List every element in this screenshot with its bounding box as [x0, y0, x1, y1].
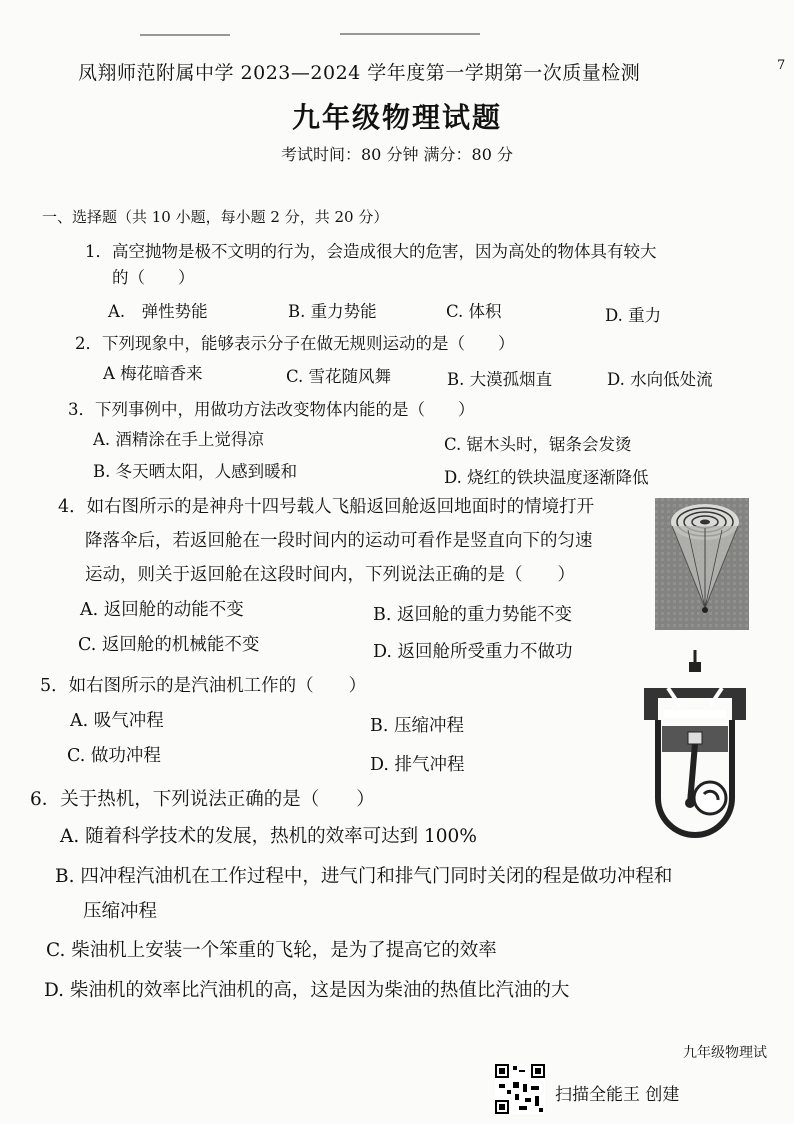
question-5-option-b: B. 压缩冲程 [370, 716, 464, 736]
question-4-stem-cont: 降落伞后，若返回舱在一段时间内的运动可看作是竖直向下的匀速 [85, 531, 593, 551]
question-5-option-d: D. 排气冲程 [370, 755, 465, 775]
question-4-option-a: A. 返回舱的动能不变 [80, 600, 244, 620]
question-4-stem-cont2: 运动，则关于返回舱在这段时间内，下列说法正确的是（ ） [85, 565, 575, 585]
exam-meta: 考试时间：80 分钟 满分：80 分 [281, 145, 513, 164]
question-2-stem: 2．下列现象中，能够表示分子在做无规则运动的是（ ） [75, 334, 515, 353]
question-6-option-a: A. 随着科学技术的发展，热机的效率可达到 100% [60, 826, 477, 847]
question-4-option-b: B. 返回舱的重力势能不变 [373, 605, 572, 625]
question-5-option-a: A. 吸气冲程 [70, 711, 164, 731]
question-1-stem: 1．高空抛物是极不文明的行为，会造成很大的危害，因为高处的物体具有较大 [85, 242, 657, 261]
question-1-stem-cont: 的（ ） [112, 268, 195, 287]
question-1-option-b: B. 重力势能 [288, 302, 377, 321]
question-1-option-c: C. 体积 [446, 302, 502, 321]
page-mark: 7 [777, 58, 786, 73]
gasoline-engine-diagram [640, 648, 750, 848]
question-4-option-d: D. 返回舱所受重力不做功 [373, 642, 573, 662]
school-header: 凤翔师范附属中学 2023—2024 学年度第一学期第一次质量检测 [78, 62, 641, 84]
question-4-stem: 4．如右图所示的是神舟十四号载人飞船返回舱返回地面时的情境打开 [58, 497, 595, 517]
scan-artifact-lines [140, 30, 480, 40]
question-1-option-a: A. 弹性势能 [108, 302, 208, 321]
exam-title: 九年级物理试题 [291, 101, 502, 134]
question-6-option-b: B. 四冲程汽油机在工作过程中，进气门和排气门同时关闭的程是做功冲程和 [55, 866, 673, 887]
question-3-option-c: C. 锯木头时，锯条会发烫 [444, 435, 632, 454]
question-3-option-b: B. 冬天晒太阳，人感到暖和 [93, 462, 298, 481]
qr-code-icon [495, 1064, 545, 1114]
question-6-stem: 6．关于热机，下列说法正确的是（ ） [30, 789, 375, 810]
question-6-option-d: D. 柴油机的效率比汽油机的高，这是因为柴油的热值比汽油的大 [44, 980, 570, 1001]
question-1-option-d: D. 重力 [605, 306, 662, 325]
question-2-option-c: C. 雪花随风舞 [286, 367, 392, 386]
question-4-option-c: C. 返回舱的机械能不变 [78, 635, 260, 655]
page-footer-label: 九年级物理试 [683, 1045, 767, 1061]
question-6-option-c: C. 柴油机上安装一个笨重的飞轮，是为了提高它的效率 [46, 940, 497, 961]
parachute-capsule-photo [655, 498, 749, 630]
question-3-option-d: D. 烧红的铁块温度逐渐降低 [444, 468, 649, 487]
question-2-option-b: B. 大漠孤烟直 [447, 370, 553, 389]
question-5-stem: 5．如右图所示的是汽油机工作的（ ） [40, 676, 367, 696]
question-2-option-a: A 梅花暗香来 [103, 364, 203, 383]
question-5-option-c: C. 做功冲程 [67, 746, 161, 766]
section-heading: 一、选择题（共 10 小题，每小题 2 分，共 20 分） [42, 208, 389, 226]
scanner-watermark: 扫描全能王 创建 [555, 1085, 680, 1105]
question-3-stem: 3．下列事例中，用做功方法改变物体内能的是（ ） [68, 400, 475, 419]
question-6-option-b-cont: 压缩冲程 [83, 901, 158, 922]
question-3-option-a: A. 酒精涂在手上觉得凉 [93, 430, 264, 449]
question-2-option-d: D. 水向低处流 [607, 370, 713, 389]
